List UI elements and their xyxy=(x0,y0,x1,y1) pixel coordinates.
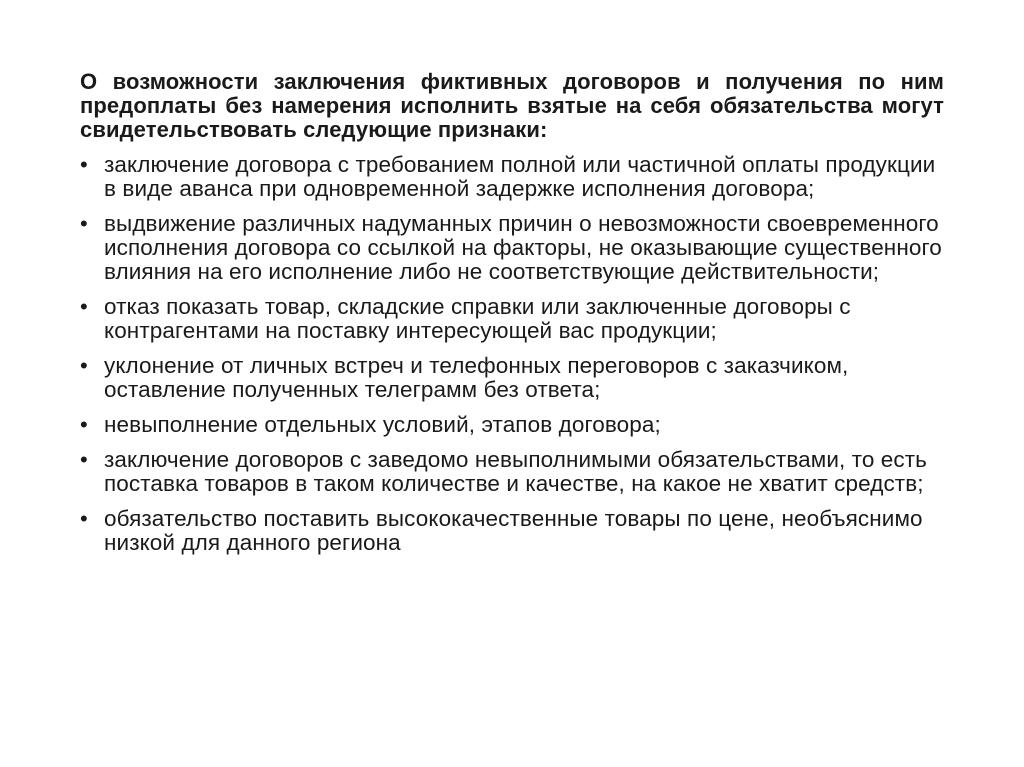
list-item-text: невыполнение отдельных условий, этапов договора; xyxy=(104,412,661,437)
bullet-list xyxy=(80,153,944,555)
bullet-icon: • xyxy=(80,447,88,472)
list-item xyxy=(80,212,944,284)
bullet-icon: • xyxy=(80,353,88,378)
list-item-text: обязательство поставить высококачественные товары по цене, необъяснимо низкой для данного региона xyxy=(104,506,923,555)
list-item xyxy=(80,295,944,343)
list-item xyxy=(80,448,944,496)
bullet-icon: • xyxy=(80,152,88,177)
list-item xyxy=(80,413,944,437)
bullet-icon: • xyxy=(80,294,88,319)
list-item-text: отказ показать товар, складские справки или заключенные договоры с контрагентами на поставку интересующей вас продукции; xyxy=(104,294,851,343)
list-item-text: уклонение от личных встреч и телефонных переговоров с заказчиком, оставление полученных телеграмм без ответа; xyxy=(104,353,849,402)
list-item-text: заключение договоров с заведомо невыполнимыми обязательствами, то есть поставка товаров в таком количестве и качестве, на какое не хватит средств; xyxy=(104,447,927,496)
bullet-icon: • xyxy=(80,412,88,437)
slide-heading: О возможности заключения фиктивных договоров и получения по ним предоплаты без намерения исполнить взятые на себя обязательства могут свидетельствовать следующие признаки: xyxy=(80,69,944,142)
list-item xyxy=(80,507,944,555)
list-item xyxy=(80,153,944,201)
list-item-text: заключение договора с требованием полной или частичной оплаты продукции в виде аванса при одновременной задержке исполнения договора; xyxy=(104,152,936,201)
bullet-icon: • xyxy=(80,211,88,236)
list-item-text: выдвижение различных надуманных причин о невозможности своевременного исполнения договора со ссылкой на факторы, не оказывающие существенного влияния на его исполнение либо не соответствующие действительности; xyxy=(104,211,942,284)
slide-content xyxy=(80,70,944,555)
list-item xyxy=(80,354,944,402)
bullet-icon: • xyxy=(80,506,88,531)
